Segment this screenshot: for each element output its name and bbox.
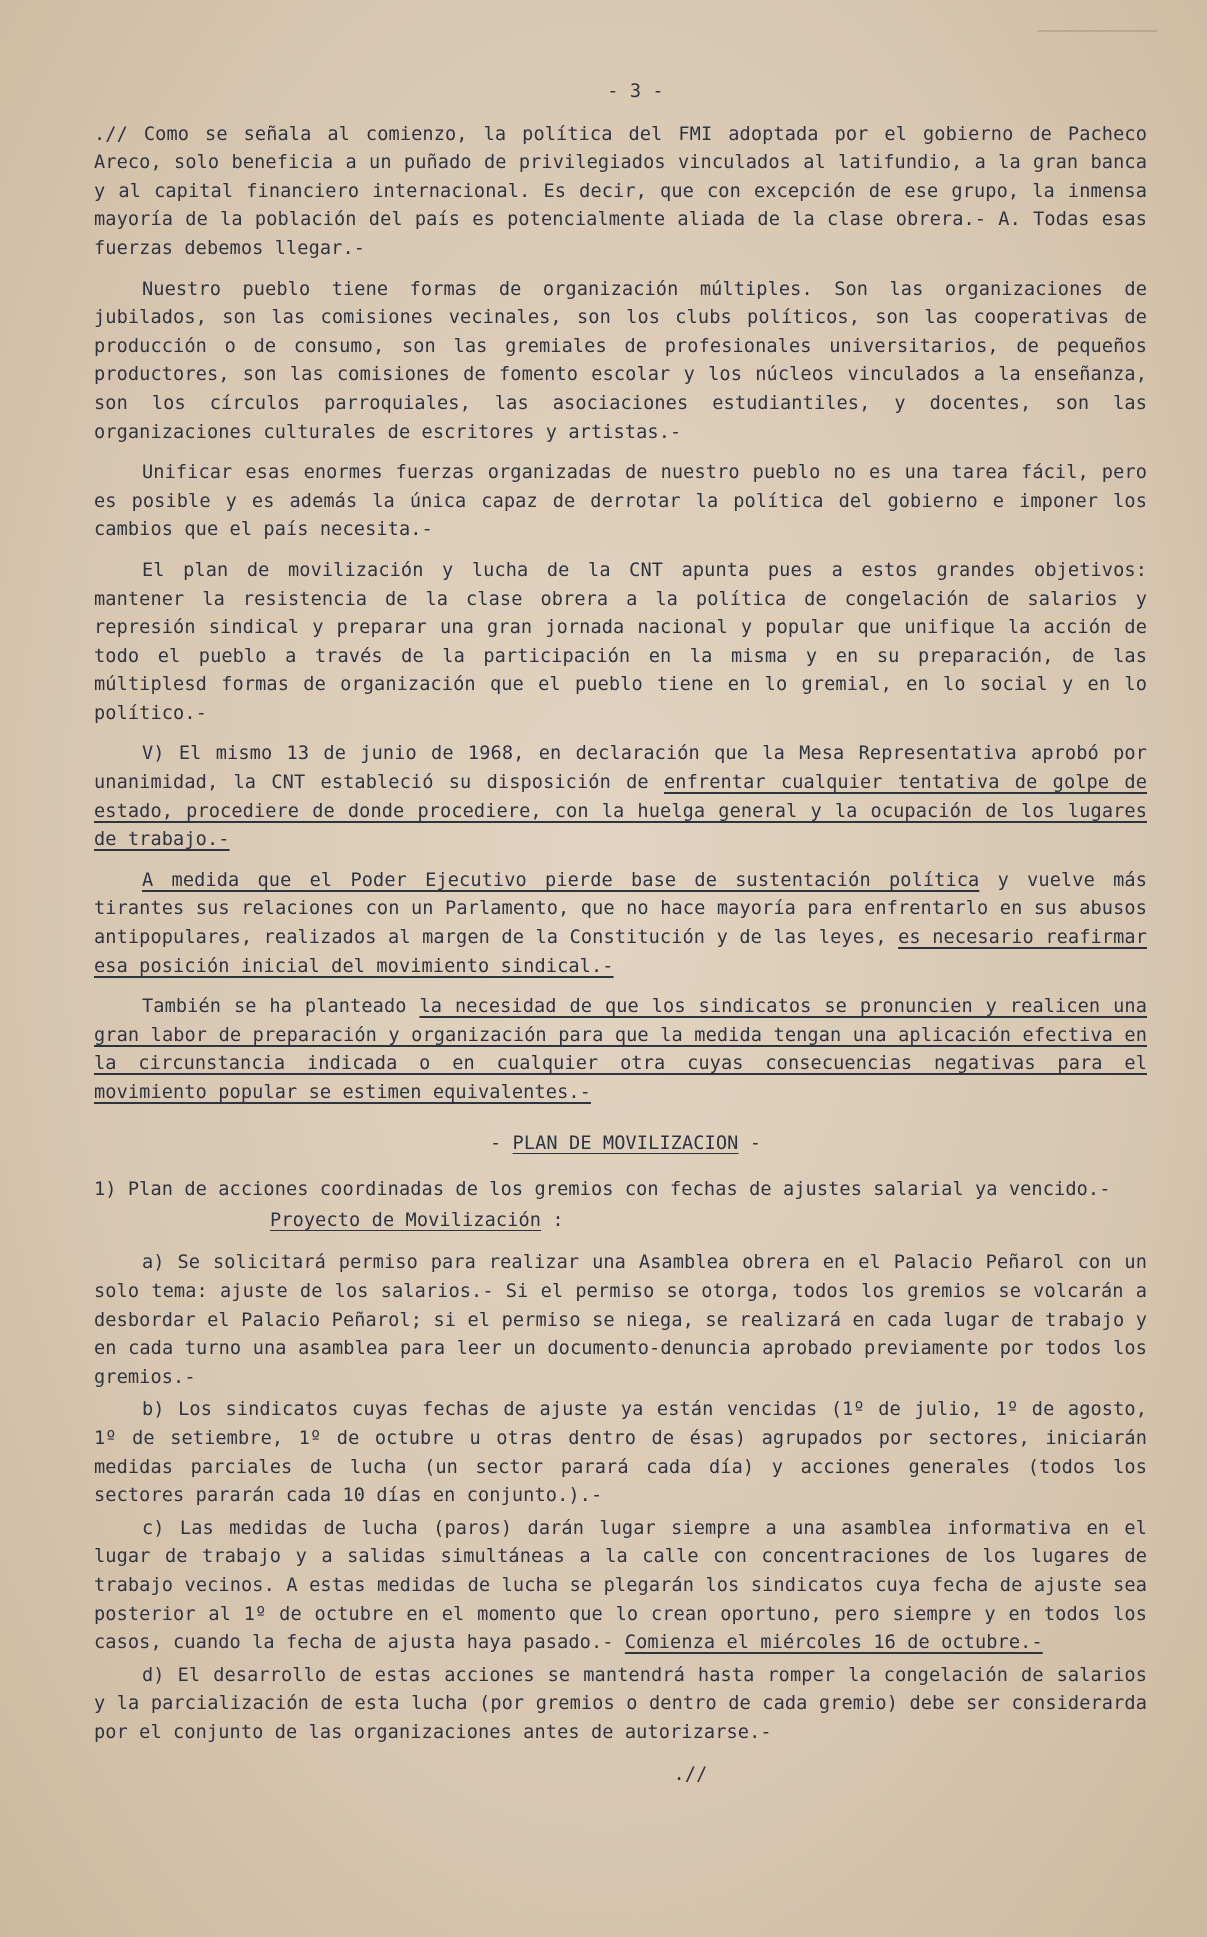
item-c-text: c) Las medidas de lucha (paros) darán lugar siempre a una asamblea informativa en el lugar de trabajo y a salidas simultáneas a la calle con concentraciones de los lugares de trabajo vecinos. A estas medidas de lucha se plegarán los sindicatos cuya fecha de ajuste sea posterior al 1º de octubre en el momento que lo crean oportuno, pero siempre y en todos los casos, cuando la fecha de ajusta haya pasado.- — [94, 1517, 1147, 1654]
paragraph-unify-forces: Unificar esas enormes fuerzas organizadas de nuestro pueblo no es una tarea fácil, pero es posible y es además la única capaz de derrotar la política del gobierno e imponer los cambios que el país necesita.- — [94, 462, 1147, 541]
item-b: b) Los sindicatos cuyas fechas de ajuste ya están vencidas (1º de julio, 1º de agosto, 1º de setiembre, 1º de octubre u otras dentro de ésas) agrupados por sectores, iniciarán medidas parciales de lucha (un sector parará cada día) y acciones generales (todos los sectores pararán cada 10 días en conjunto.).- — [94, 1399, 1147, 1507]
june-declaration-underlined: enfrentar cualquier tentativa de golpe de estado, procediere de donde procediere, con la huelga general y la ocupación de los lugares de trabajo.- — [94, 772, 1147, 851]
item-c-start-date: Comienza el miércoles 16 de octubre.- — [624, 1632, 1043, 1654]
executive-power-text: y vuelve más tirantes sus relaciones con un Parlamento, que no hace mayoría para enfrentarlo en sus abusos antipopulares, realizados al margen de la Constitución y de las leyes, — [94, 869, 1147, 949]
continuation-mark: .// — [673, 1764, 708, 1786]
section-heading: - PLAN DE MOVILIZACION - — [489, 1132, 762, 1154]
project-heading-colon: : — [541, 1209, 564, 1231]
paragraph-cnt-plan-objectives: El plan de movilización y lucha de la CNT apunta pues a estos grandes objetivos: mantener la resistencia de la clase obrera a la política de congelación de salarios y represión sindical y preparar una gran jornada nacional y popular que unifique la acción de todo el pueblo a través de la participación en la misma y en su preparación, de las múltiplesd formas de organización que el pueblo tiene en lo gremial, en lo social y en lo político.- — [94, 559, 1147, 724]
executive-power-underlined: A medida que el Poder Ejecutivo pierde base de sustentación política — [142, 869, 980, 891]
executive-power-conclusion: es necesario reafirmar esa posición inicial del movimiento sindical.- — [94, 927, 1147, 977]
paragraph-june-declaration — [94, 740, 1147, 854]
item-d: d) El desarrollo de estas acciones se mantendrá hasta romper la congelación de salarios y la parcialización de esta lucha (por gremios o dentro de cada gremio) debe ser considerarda por el conjunto de las organizaciones antes de autorizarse.- — [94, 1664, 1147, 1743]
paragraph-unions-pronounce — [94, 993, 1147, 1107]
paragraph-executive-power — [94, 867, 1147, 981]
project-heading-text: Proyecto de Movilización — [270, 1209, 542, 1231]
page-number: - 3 - — [607, 81, 664, 102]
unions-pronounce-underlined: la necesidad de que los sindicatos se pronuncien y realicen una gran labor de preparación y organización para que la medida tengan una aplicación efectiva en la circunstancia indicada o en cualquier otra cuyas consecuencias negativas para el movimiento popular se estimen equivalentes.- — [94, 996, 1147, 1103]
project-heading — [270, 1207, 1147, 1236]
item-a: a) Se solicitará permiso para realizar una Asamblea obrera en el Palacio Peñarol con un solo tema: ajuste de los salarios.- Si el permiso se otorga, todos los gremios se volcarán a desbordar el Palacio Peñarol; si el permiso se niega, se realizará en cada lugar de trabajo y en cada turno una asamblea para leer un documento-denuncia aprobado previamente por todos los gremios.- — [94, 1252, 1147, 1388]
june-declaration-text: V) El mismo 13 de junio de 1968, en declaración que la Mesa Representativa aprobó por unanimidad, la CNT estableció su disposición de — [94, 743, 1147, 794]
item-1: 1) Plan de acciones coordinadas de los gremios con fechas de ajustes salarial ya vencido.- — [94, 1179, 1111, 1201]
paragraph-fmi-policy: .// Como se señala al comienzo, la política del FMI adoptada por el gobierno de Pacheco Areco, solo beneficia a un puñado de privilegiados vinculados al latifundio, a la gran banca y al capital financiero internacional. Es decir, que con excepción de ese grupo, la inmensa mayoría de la población del país es potencialmente aliada de la clase obrera.- A. Todas esas fuerzas debemos llegar.- — [94, 123, 1147, 259]
section-heading-text: PLAN DE MOVILIZACION — [512, 1132, 739, 1154]
paper-smudge — [1037, 30, 1157, 32]
item-c — [94, 1515, 1147, 1658]
unions-pronounce-text: También se ha planteado — [142, 996, 420, 1018]
paragraph-organization-forms: Nuestro pueblo tiene formas de organización múltiples. Son las organizaciones de jubilados, son las comisiones vecinales, son los clubs políticos, son las cooperativas de producción o de consumo, son las gremiales de profesionales universitarios, de pequeños productores, son las comisiones de fomento escolar y los núcleos vinculados a la enseñanza, son los círculos parroquiales, las asociaciones estudiantiles, y docentes, son las organizaciones culturales de escritores y artistas.- — [94, 278, 1147, 443]
